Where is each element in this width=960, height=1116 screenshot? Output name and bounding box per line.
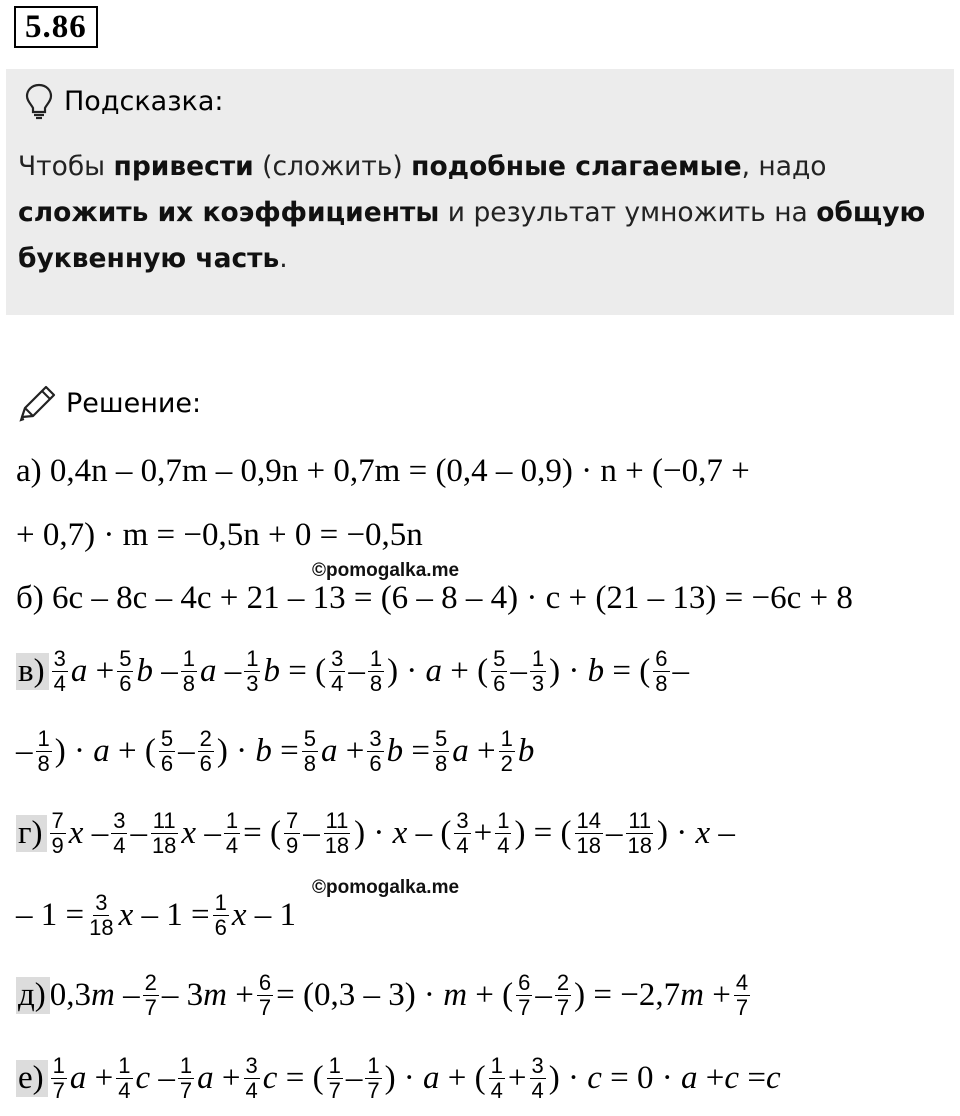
solution-g-line2: – 1 = $\frac{3}{18}$ x – 1 = $\frac{1}{6}$ x – 1 (16, 889, 297, 940)
hint-header (24, 82, 224, 120)
label-d: д) (16, 977, 50, 1014)
solution-b: б) 6c – 8c – 4c + 21 – 13 = (6 – 8 – 4) · c + (21 – 13) = −6c + 8 (16, 579, 853, 616)
solution-g-line1: г) $\frac{7}{9}$ x – $\frac{3}{4}$ – $\frac{11}{18}$ x – $\frac{1}{4}$ = ( $\frac{7}{9}$ – $\frac{11}{18}$ ) · x – ( $\frac{3}{4}$ + $\frac{1}{4}$ ) = ( $\frac{14}{18}$ – $\frac{11}{18}$ ) · x – (18, 807, 735, 858)
hint-title: Подсказка: (64, 85, 224, 117)
solution-a-line1: а) 0,4n – 0,7m – 0,9n + 0,7m = (0,4 – 0,9) · n + (−0,7 + (16, 452, 750, 489)
label-e: е) (16, 1060, 48, 1097)
hint-box (6, 69, 954, 315)
solution-a-line2: + 0,7) · m = −0,5n + 0 = −0,5n (16, 516, 423, 553)
watermark-2: ©pomogalka.me (312, 877, 460, 898)
solution-header (16, 383, 201, 423)
problem-number: 5.86 (14, 6, 98, 48)
solution-v-line2: – $\frac{1}{8}$ ) · a + ( $\frac{5}{6}$ – $\frac{2}{6}$ ) · b = $\frac{5}{8}$ a + $\frac{3}{6}$ b = $\frac{5}{8}$ a + $\frac{1}{2}$ b (16, 725, 535, 776)
solution-d: д) 0,3 m – $\frac{2}{7}$ – 3 m + $\frac{6}{7}$ = (0,3 – 3) · m + ( $\frac{6}{7}$ – $\frac{2}{7}$ ) = −2,7 m + $\frac{4}{7}$ (18, 969, 749, 1020)
lightbulb-icon (24, 82, 54, 120)
label-g: г) (16, 815, 47, 852)
solution-v-line1: в) $\frac{3}{4}$ a + $\frac{5}{6}$ b – $\frac{1}{8}$ a – $\frac{1}{3}$ b = ( $\frac{3}{4}$ – $\frac{1}{8}$ ) · a + ( $\frac{5}{6}$ – $\frac{1}{3}$ ) · b = ( $\frac{6}{8}$ – (18, 645, 689, 696)
watermark: ©pomogalka.me (312, 560, 460, 581)
pencil-icon (16, 383, 60, 423)
label-v: в) (16, 653, 49, 690)
hint-text: Чтобы привести (сложить) подобные слагаемые, надо сложить их коэффициенты и результат умножить на общую буквенную часть. (18, 151, 926, 274)
solution-title: Решение: (66, 387, 202, 419)
solution-e: е) $\frac{1}{7}$ a + $\frac{1}{4}$ c – $\frac{1}{7}$ a + $\frac{3}{4}$ c = ( $\frac{1}{7}$ – $\frac{1}{7}$ ) · a + ( $\frac{1}{4}$ + $\frac{3}{4}$ ) · c = 0 · a + c = c (18, 1052, 781, 1103)
